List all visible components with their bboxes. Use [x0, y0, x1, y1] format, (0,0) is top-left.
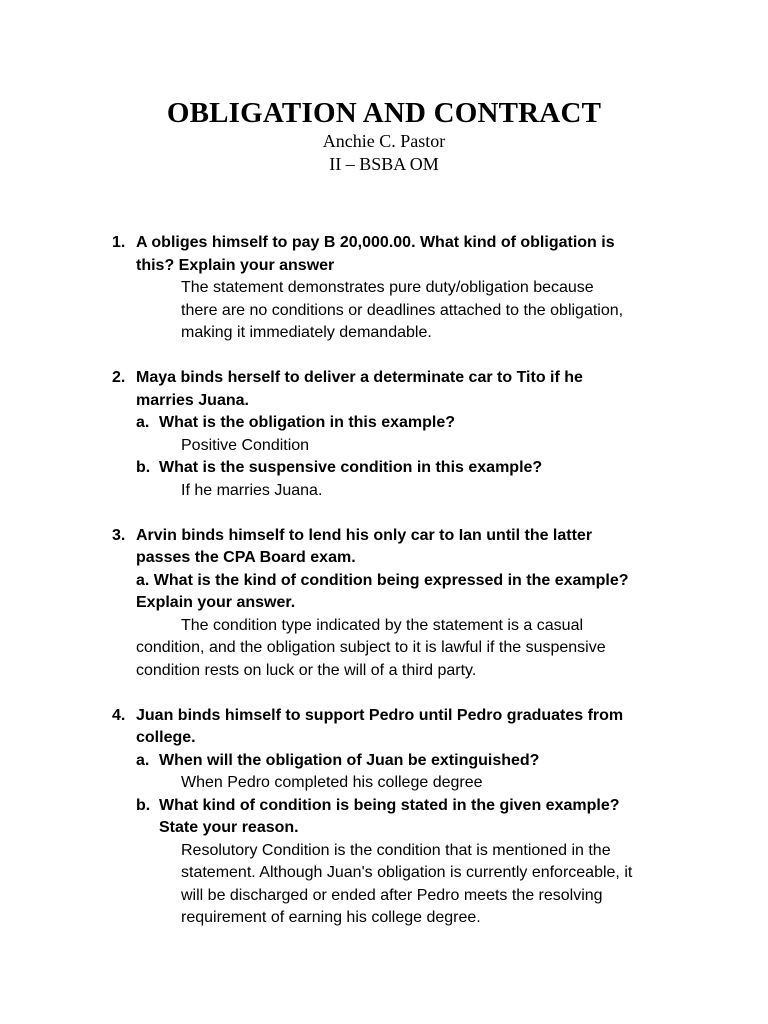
answer-text: If he marries Juana.	[181, 481, 323, 499]
course-section: II – BSBA OM	[329, 154, 439, 174]
sub-question-letter: b.	[136, 459, 151, 476]
question-number: 3.	[112, 526, 126, 544]
question-text: Arvin binds himself to lend his only car to Ian until the latter passes the CPA Board exam.	[136, 526, 593, 566]
document-header	[0, 96, 768, 176]
sub-question-letter: b.	[136, 796, 151, 814]
author-name: Anchie C. Pastor	[322, 131, 446, 151]
question-3	[112, 525, 712, 683]
question-text: Juan binds himself to support Pedro until Pedro graduates from college.	[136, 706, 624, 746]
sub-question-text: What is the obligation in this example?	[159, 414, 456, 431]
sub-question-text: a. What is the kind of condition being expressed in the example? Explain your answer.	[136, 571, 629, 611]
answer-text: Resolutory Condition is the condition that is mentioned in the statement. Although Juan's obligation is currently enforceable, it will be discharged or ended after Pedro meets the resolving requirement of earning his college degree.	[181, 841, 633, 926]
sub-question-text: When will the obligation of Juan be extinguished?	[159, 751, 540, 769]
answer-text: The statement demonstrates pure duty/obligation because there are no conditions or deadlines attached to the obligation, making it immediately demandable.	[181, 279, 624, 341]
question-1	[112, 232, 712, 345]
question-number: 1.	[112, 234, 126, 251]
question-2	[112, 367, 712, 502]
sub-question-text: What kind of condition is being stated in the given example? State your reason.	[159, 796, 620, 836]
sub-question-a	[136, 750, 712, 795]
answer-text: When Pedro completed his college degree	[181, 774, 483, 791]
answer-text: Positive Condition	[181, 436, 310, 454]
sub-question-text: What is the suspensive condition in this example?	[159, 459, 543, 476]
question-text: A obliges himself to pay B 20,000.00. What kind of obligation is this? Explain your answer	[136, 234, 615, 274]
question-number: 4.	[112, 706, 126, 724]
sub-question-letter: a.	[136, 751, 150, 769]
question-4	[112, 705, 712, 930]
question-list	[112, 232, 712, 952]
sub-question-letter: a.	[136, 414, 150, 431]
answer-text: The condition type indicated by the statement is a casual condition, and the obligation subject to it is lawful if the suspensive condition rests on luck or the will of a third party.	[136, 616, 606, 679]
document-title: OBLIGATION AND CONTRACT	[166, 97, 602, 129]
sub-question-a	[136, 412, 712, 457]
question-number: 2.	[112, 369, 126, 386]
sub-question-b	[136, 795, 712, 930]
question-text: Maya binds herself to deliver a determinate car to Tito if he marries Juana.	[136, 369, 583, 409]
sub-question-b	[136, 457, 712, 502]
